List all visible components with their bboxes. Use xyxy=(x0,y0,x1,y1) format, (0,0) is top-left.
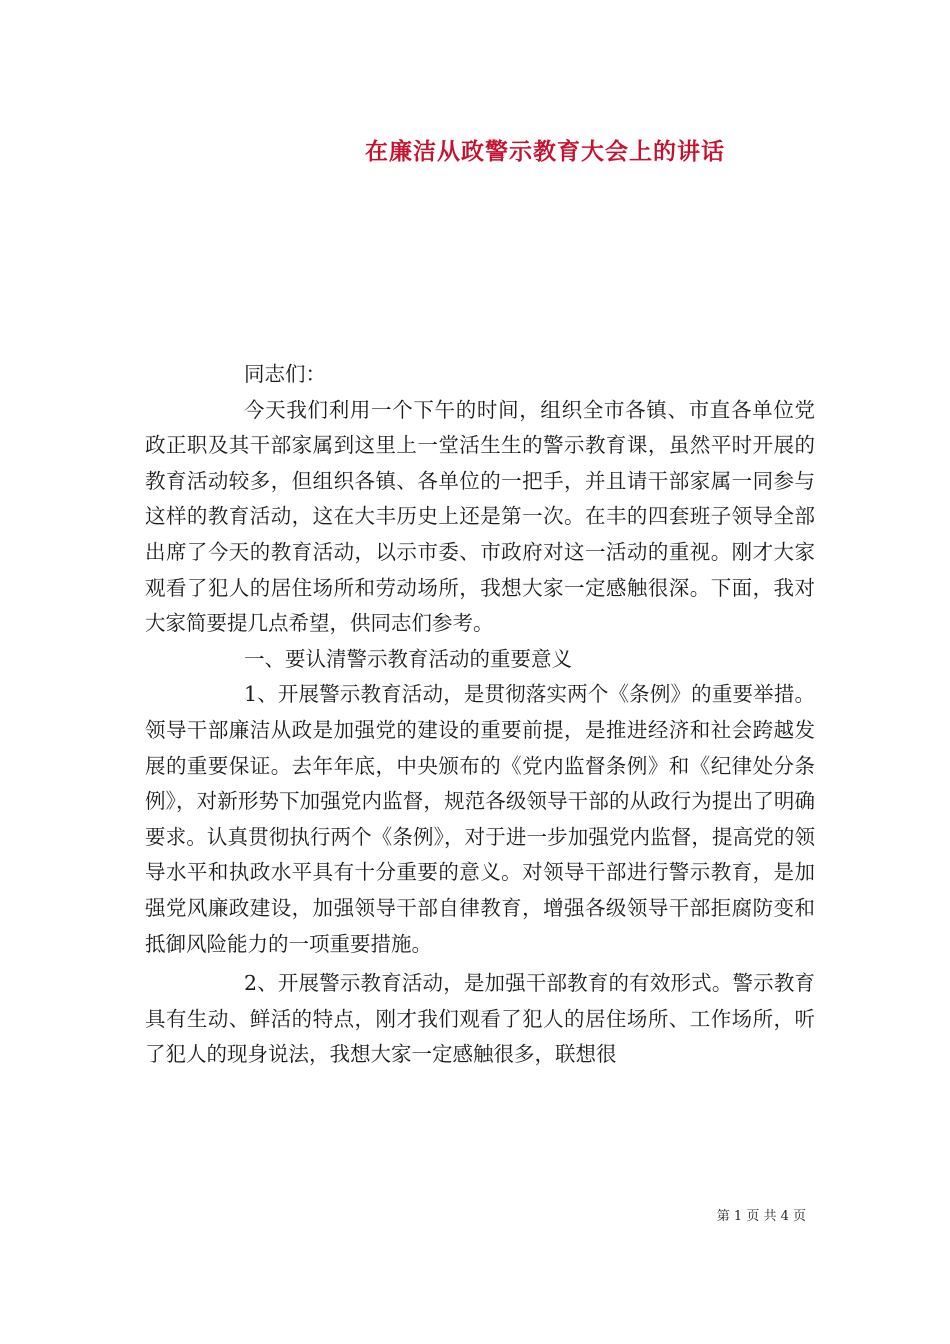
document-title: 在廉洁从政警示教育大会上的讲话 xyxy=(365,138,725,165)
document-body xyxy=(145,357,815,1073)
point-1-paragraph: 1、开展警示教育活动，是贯彻落实两个《条例》的重要举措。领导干部廉洁从政是加强党的建设的重要前提，是推进经济和社会跨越发展的重要保证。去年年底，中央颁布的《党内监督条例》和《纪律处分条例》，对新形势下加强党内监督，规范各级领导干部的从政行为提出了明确要求。认真贯彻执行两个《条例》，对于进一步加强党内监督，提高党的领导水平和执政水平具有十分重要的意义。对领导干部进行警示教育，是加强党风廉政建设，加强领导干部自律教育，增强各级领导干部拒腐防变和抵御风险能力的一项重要措施。 xyxy=(145,682,815,956)
salutation-paragraph: 同志们： xyxy=(244,362,326,386)
section-heading: 一、要认清警示教育活动的重要意义 xyxy=(244,646,572,671)
page-footer: 第 1 页 共 4 页 xyxy=(716,1209,806,1224)
point-2-paragraph: 2、开展警示教育活动，是加强干部教育的有效形式。警示教育具有生动、鲜活的特点，刚才我们观看了犯人的居住场所、工作场所，听了犯人的现身说法，我想大家一定感触很多，联想很 xyxy=(145,971,815,1067)
intro-paragraph: 今天我们利用一个下午的时间，组织全市各镇、市直各单位党政正职及其干部家属到这里上一堂活生生的警示教育课，虽然平时开展的教育活动较多，但组织各镇、各单位的一把手，并且请干部家属一同参与这样的教育活动，这在大丰历史上还是第一次。在丰的四套班子领导全部出席了今天的教育活动，以示市委、市政府对这一活动的重视。刚才大家观看了犯人的居住场所和劳动场所，我想大家一定感触很深。下面，我对大家简要提几点希望，供同志们参考。 xyxy=(145,397,815,636)
